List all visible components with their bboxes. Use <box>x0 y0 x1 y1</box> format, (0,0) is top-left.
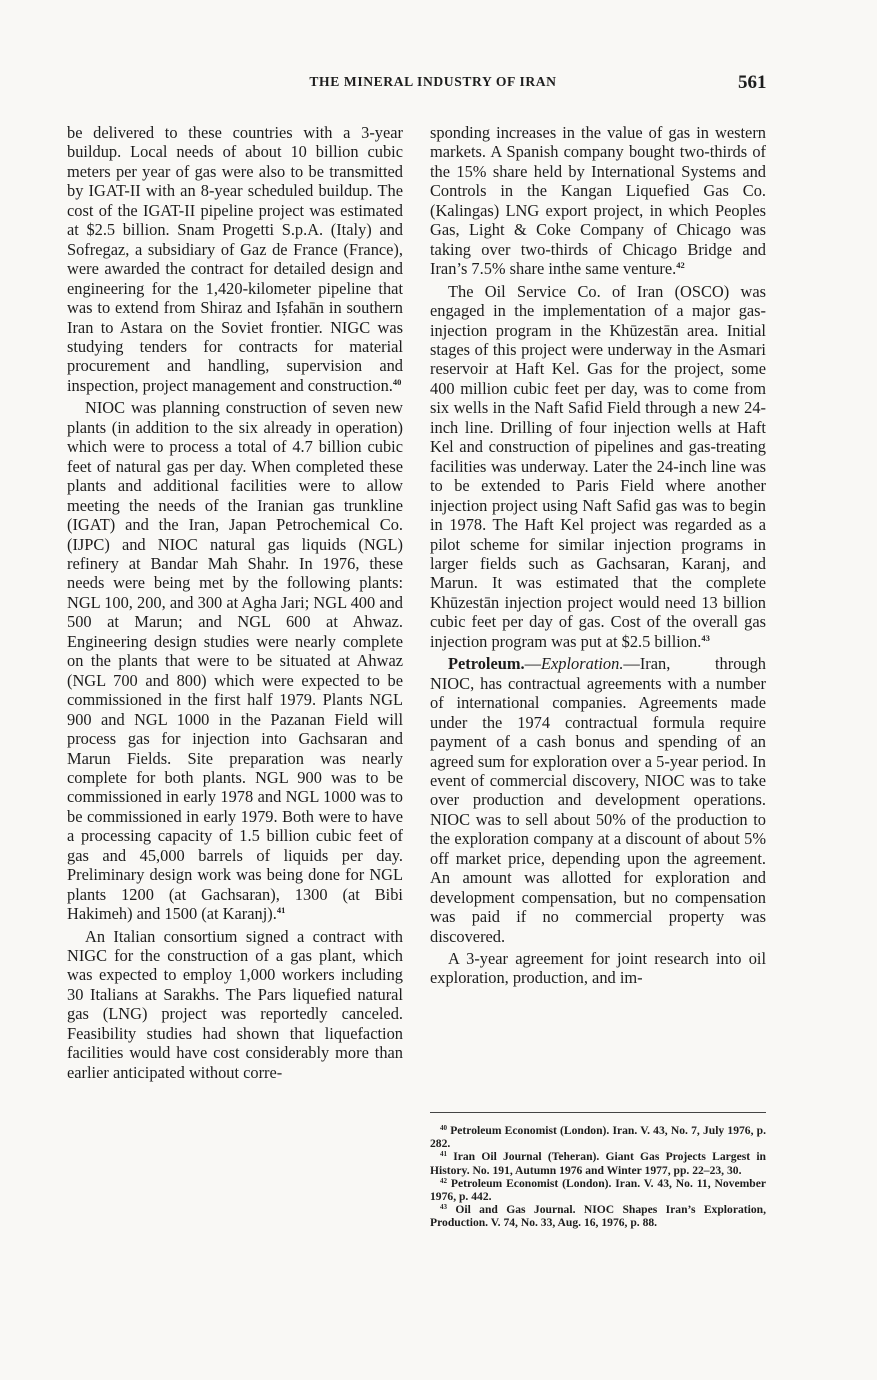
paragraph <box>67 927 403 1083</box>
section-runin-heading: Petroleum. <box>448 654 525 674</box>
footnotes <box>430 1112 766 1230</box>
footnote <box>430 1177 766 1203</box>
right-column <box>430 123 766 988</box>
footnote-number: 40 <box>440 1124 447 1132</box>
footnote-text: Petroleum Economist (London). Iran. V. 43, No. 7, July 1976, p. 282. <box>430 1124 767 1151</box>
footnote <box>430 1150 766 1176</box>
page-number: 561 <box>738 72 767 93</box>
footnote-ref: 43 <box>701 632 710 643</box>
paragraph <box>430 123 766 279</box>
paragraph-text: NIOC was planning construction of seven new plants (in addition to the six already in operation) which were to process a total of 4.7 billion cubic feet of natural gas per day. When completed these plants and additional facilities were to allow meeting the needs of the Iranian gas trunkline (IGAT) and the Iran, Japan Petrochemical Co. (IJPC) and NIOC natural gas liquids (NGL) refinery at Bandar Mah Shahr. In 1976, these needs were being met by the following plants: NGL 100, 200, and 300 at Agha Jari; NGL 400 and 500 at Marun; and NGL 600 at Ahwaz. Engineering design studies were nearly complete on the plants that were to be situated at Ahwaz (NGL 700 and 800) which were expected to be commissioned in the first half 1979. Plants NGL 900 and NGL 1000 in the Pazanan Field will process gas for injection into Gachsaran and Marun Fields. Site preparation was nearly complete for both plants. NGL 900 was to be commissioned in early 1978 and NGL 1000 was to be commissioned in early 1979. Both were to have a processing capacity of 1.5 billion cubic feet of gas and 45,000 barrels of liquids per day. Preliminary design work was being done for NGL plants 1200 (at Gachsaran), 1300 (at Bibi Hakimeh) and 1500 (at Karanj). <box>67 398 403 924</box>
footnote-number: 42 <box>440 1176 447 1185</box>
paragraph-text: —Iran, through NIOC, has contractual agreements with a number of international companies. Agreements made under the 1974 contractual formula require payment of a cash bonus and spending of an agreed sum for exploration over a 5-year period. In event of commercial discovery, NIOC was to take over production and development operations. NIOC was to sell about 50% of the production to the exploration company at a discount of about 5% off market price, depending upon the agreement. An amount was allotted for exploration and development compensation, but no compensation was paid if no commercial property was discovered. <box>430 654 766 946</box>
left-column <box>67 123 403 1082</box>
footnote-ref: 40 <box>392 376 402 387</box>
footnote-text: Iran Oil Journal (Teheran). Giant Gas Projects Largest in History. No. 191, Autumn 1976 and Winter 1977, pp. 22–23, 30. <box>430 1150 766 1177</box>
paragraph <box>67 398 403 923</box>
paragraph <box>430 949 766 988</box>
running-title: THE MINERAL INDUSTRY OF IRAN <box>309 74 557 89</box>
footnote-text: Petroleum Economist (London). Iran. V. 43, No. 11, November 1976, p. 442. <box>430 1176 766 1204</box>
paragraph <box>430 654 766 946</box>
footnote-number: 41 <box>440 1150 447 1159</box>
em-dash: — <box>524 654 542 674</box>
paragraph <box>430 282 766 652</box>
footnote-ref: 42 <box>676 260 685 271</box>
subsection-heading: Exploration. <box>541 654 624 674</box>
footnote <box>430 1203 766 1229</box>
paragraph-text: sponding increases in the value of gas in western markets. A Spanish company bought two-thirds of the 15% share held by International Systems and Controls in the Kangan Liquefied Gas Co. (Kalingas) LNG export project, in which Peoples Gas, Light & Coke Company of Chicago was taking over two-thirds of Chicago Bridge and Iran’s 7.5% share inthe same venture. <box>430 123 766 279</box>
paragraph-text: The Oil Service Co. of Iran (OSCO) was engaged in the implementation of a major gas-injection program in the Khūzestān area. Initial stages of this project were underway in the Asmari reservoir at Haft Kel. Gas for the project, some 400 million cubic feet per day, was to come from six wells in the Naft Safid Field through a new 24-inch line. Drilling of four injection wells at Haft Kel and construction of pipelines and gas-treating facilities was underway. Later the 24-inch line was to be extended to Paris Field where another injection project using Naft Safid gas was to begin in 1978. The Haft Kel project was regarded as a pilot scheme for similar injection programs in larger fields such as Gachsaran, Karanj, and Marun. It was estimated that the complete Khūzestān injection project would need 13 billion cubic feet per day of gas. Cost of the overall gas injection program was put at $2.5 billion. <box>430 281 766 651</box>
paragraph-text: be delivered to these countries with a 3-year buildup. Local needs of about 10 billion cubic meters per year of gas were also to be transmitted by IGAT-II with an 8-year scheduled buildup. The cost of the IGAT-II pipeline project was estimated at $2.5 billion. Snam Progetti S.p.A. (Italy) and Sofregaz, a subsidiary of Gaz de France (France), were awarded the contract for detailed design and engineering for the 1,420-kilometer pipeline that was to extend from Shiraz and Iṣfahān in southern Iran to Astara on the Soviet frontier. NIGC was studying tenders for contracts for material procurement and handling, supervision and inspection, project management and construction. <box>67 123 403 395</box>
footnote <box>430 1124 766 1150</box>
paragraph-text: An Italian consortium signed a contract with NIGC for the construction of a gas plant, which was expected to employ 1,000 workers including 30 Italians at Sarakhs. The Pars liquefied natural gas (LNG) project was reportedly canceled. Feasibility studies had shown that liquefaction facilities would have cost considerably more than earlier anticipated without corre- <box>67 926 403 1082</box>
footnote-number: 43 <box>440 1203 447 1212</box>
footnote-text: Oil and Gas Journal. NIOC Shapes Iran’s Exploration, Production. V. 74, No. 33, Aug. 16, 1976, p. 88. <box>430 1203 766 1230</box>
paragraph <box>67 123 403 395</box>
paragraph-text: A 3-year agreement for joint research into oil exploration, production, and im- <box>430 949 766 988</box>
footnote-ref: 41 <box>276 905 286 916</box>
